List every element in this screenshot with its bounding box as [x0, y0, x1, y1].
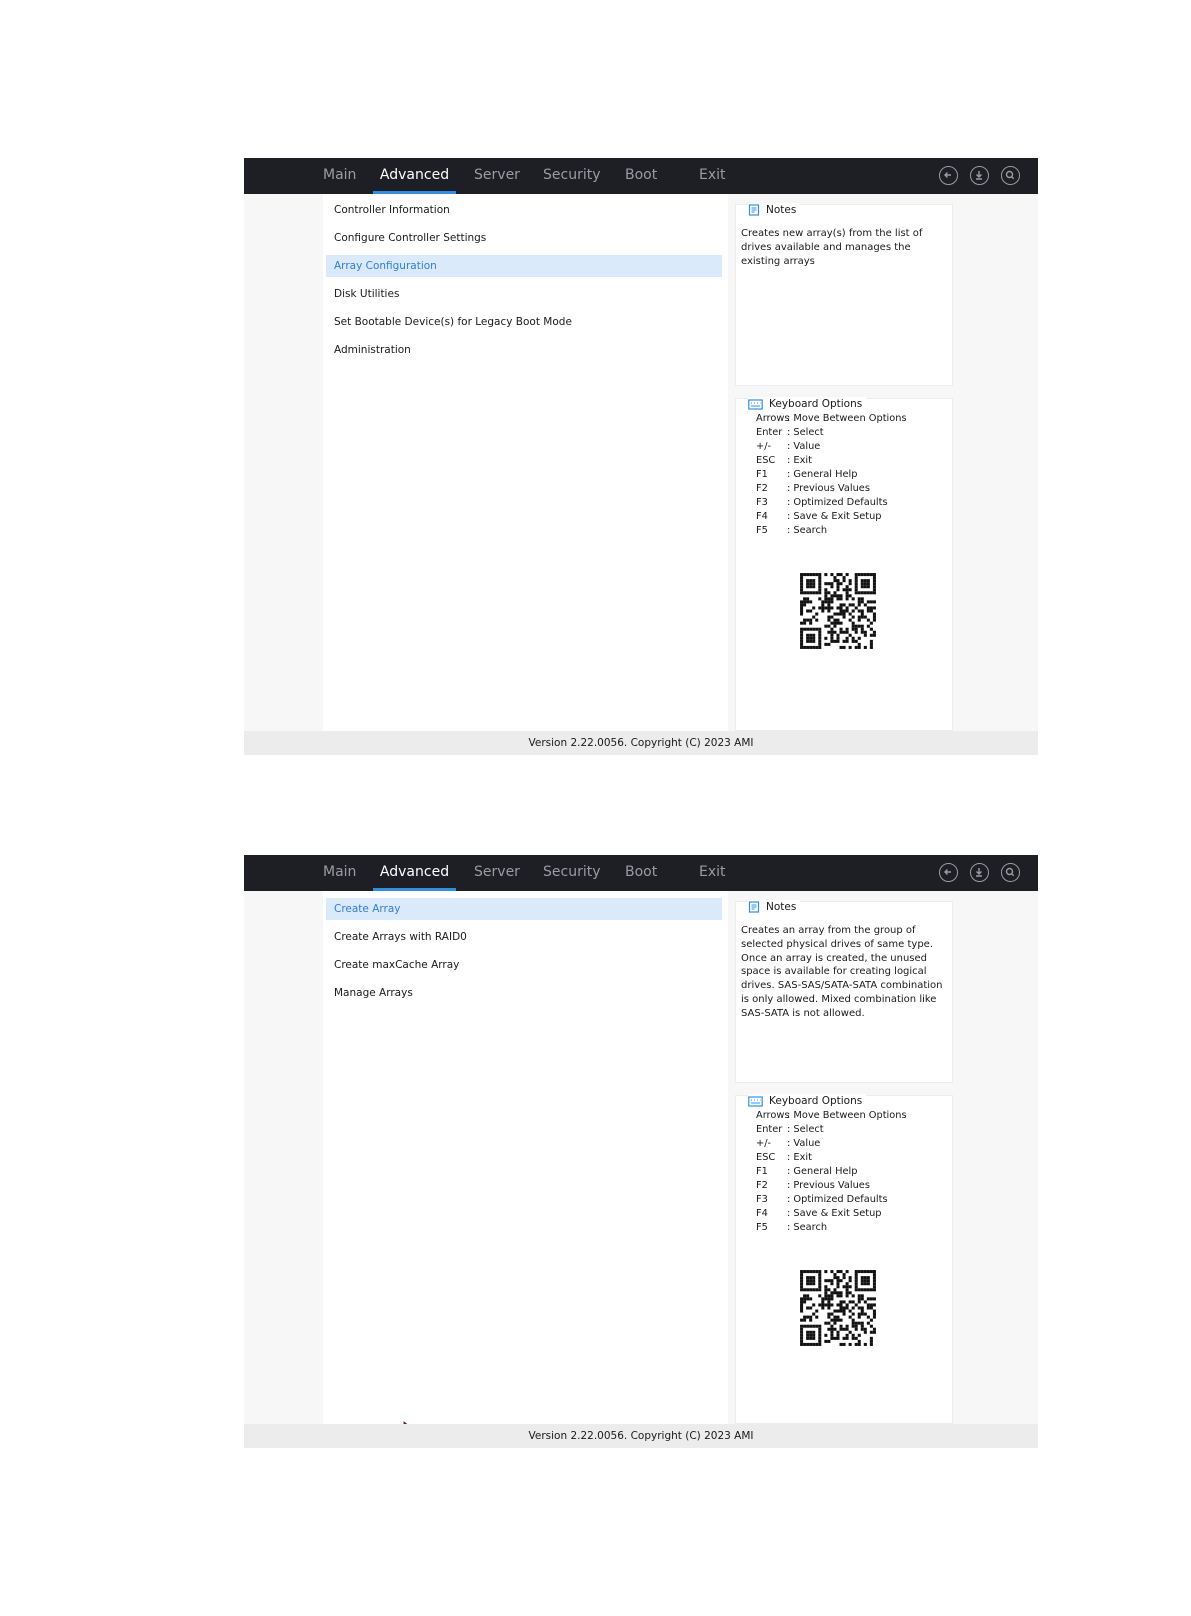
keyboard-icon — [748, 398, 763, 411]
notes-header — [748, 900, 800, 914]
kb-row-plus-minus: +/- : Value — [756, 1138, 821, 1149]
notes-box — [735, 901, 953, 1083]
tab-security[interactable]: Security — [543, 167, 601, 183]
menu-item-controller-information[interactable]: Controller Information — [334, 204, 450, 216]
keyboard-options-box — [735, 398, 953, 731]
kb-row-f5: F5 : Search — [756, 1222, 828, 1233]
tab-boot[interactable]: Boot — [625, 864, 658, 880]
keyboard-options-header — [748, 1094, 866, 1108]
tab-exit[interactable]: Exit — [699, 864, 726, 880]
menu-item-array-configuration[interactable]: Array Configuration — [326, 255, 722, 277]
kb-row-f5: F5 : Search — [756, 525, 828, 536]
save-icon[interactable] — [970, 166, 989, 185]
save-icon[interactable] — [970, 863, 989, 882]
tab-server[interactable]: Server — [474, 864, 520, 880]
menu-item-set-bootable-devices[interactable]: Set Bootable Device(s) for Legacy Boot Mode — [334, 316, 572, 328]
footer-version: Version 2.22.0056. Copyright (C) 2023 AMI — [244, 1424, 1038, 1448]
keyboard-icon — [748, 1095, 763, 1108]
help-panel — [735, 194, 1038, 731]
bios-screen-create-array — [244, 855, 1038, 1448]
qr-code-icon — [796, 569, 880, 653]
notes-text: Creates new array(s) from the list of drives available and manages the existing arrays — [741, 228, 923, 267]
menu-item-create-maxcache-array[interactable]: Create maxCache Array — [334, 959, 460, 971]
menu-item-manage-arrays[interactable]: Manage Arrays — [334, 987, 413, 999]
menu-item-create-arrays-raid0[interactable]: Create Arrays with RAID0 — [334, 931, 467, 943]
menu-item-configure-controller-settings[interactable]: Configure Controller Settings — [334, 232, 487, 244]
notes-title: Notes — [766, 901, 797, 913]
tab-main[interactable]: Main — [323, 167, 357, 183]
menu-item-administration[interactable]: Administration — [334, 344, 411, 356]
notes-icon — [748, 901, 760, 913]
kb-row-f3: F3 : Optimized Defaults — [756, 497, 888, 508]
notes-header — [748, 203, 800, 217]
menu-item-disk-utilities[interactable]: Disk Utilities — [334, 288, 400, 300]
kb-row-f3: F3 : Optimized Defaults — [756, 1194, 888, 1205]
kb-row-esc: ESC : Exit — [756, 455, 812, 466]
tab-security[interactable]: Security — [543, 864, 601, 880]
menu-item-create-array[interactable]: Create Array — [326, 898, 722, 920]
back-icon[interactable] — [939, 166, 958, 185]
keyboard-options-title: Keyboard Options — [769, 398, 863, 410]
bios-screen-array-configuration — [244, 158, 1038, 755]
kb-row-plus-minus: +/- : Value — [756, 441, 821, 452]
footer-version: Version 2.22.0056. Copyright (C) 2023 AMI — [244, 731, 1038, 755]
tab-boot[interactable]: Boot — [625, 167, 658, 183]
search-icon[interactable] — [1001, 863, 1020, 882]
notes-box — [735, 204, 953, 386]
help-panel — [735, 891, 1038, 1424]
back-icon[interactable] — [939, 863, 958, 882]
top-navbar — [244, 855, 1038, 891]
tab-main[interactable]: Main — [323, 864, 357, 880]
kb-row-f4: F4 : Save & Exit Setup — [756, 1208, 882, 1219]
notes-icon — [748, 204, 760, 216]
kb-row-f2: F2 : Previous Values — [756, 483, 870, 494]
kb-row-enter: Enter : Select — [756, 1124, 824, 1135]
qr-code-icon — [796, 1266, 880, 1350]
kb-row-arrows: Arrows: Move Between Options — [756, 1110, 907, 1121]
tab-advanced[interactable]: Advanced — [373, 158, 456, 194]
tab-exit[interactable]: Exit — [699, 167, 726, 183]
tab-advanced[interactable]: Advanced — [373, 855, 456, 891]
kb-row-enter: Enter : Select — [756, 427, 824, 438]
kb-row-f4: F4 : Save & Exit Setup — [756, 511, 882, 522]
options-panel — [323, 194, 728, 731]
kb-row-f1: F1 : General Help — [756, 469, 858, 480]
tab-server[interactable]: Server — [474, 167, 520, 183]
keyboard-options-title: Keyboard Options — [769, 1095, 863, 1107]
notes-text: Creates an array from the group of selected physical drives of same type. Once an array is created, the unused space is available for creating logical drives. SAS-SAS/SATA-SATA combination is only allowed. Mixed combination like SAS-SATA is not allowed. — [741, 925, 943, 1019]
notes-title: Notes — [766, 204, 797, 216]
kb-row-esc: ESC : Exit — [756, 1152, 812, 1163]
keyboard-options-box — [735, 1095, 953, 1424]
keyboard-options-header — [748, 397, 866, 411]
kb-row-f2: F2 : Previous Values — [756, 1180, 870, 1191]
search-icon[interactable] — [1001, 166, 1020, 185]
kb-row-f1: F1 : General Help — [756, 1166, 858, 1177]
kb-row-arrows: Arrows: Move Between Options — [756, 413, 907, 424]
top-navbar — [244, 158, 1038, 194]
options-panel — [323, 891, 728, 1424]
